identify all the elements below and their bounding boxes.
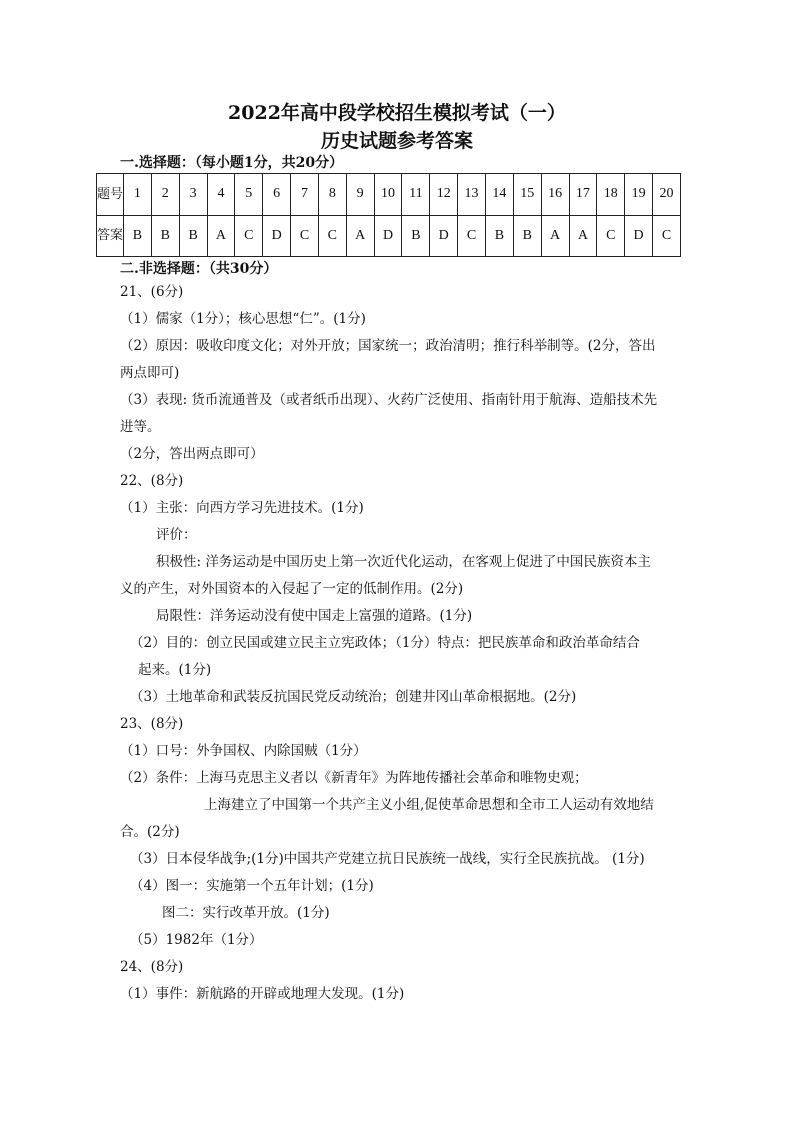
question-number: 4	[207, 174, 235, 216]
q23-answer-5: （5）1982年（1分）	[130, 932, 263, 948]
q22-answer-2: （2）目的：创立民国或建立民主立宪政体；（1分）特点：把民族革命和政治革命结合	[130, 635, 640, 651]
q22-heading: 22、(8分)	[120, 473, 184, 489]
answer-cell: A	[541, 215, 569, 257]
q21-answer-3-score: （2分，答出两点即可）	[120, 446, 264, 462]
answer-cell: A	[346, 215, 374, 257]
answer-cell: C	[458, 215, 486, 257]
answer-table	[96, 173, 681, 257]
nonchoice-section-heading: 二.非选择题：（共30分）	[120, 261, 278, 277]
question-number: 12	[430, 174, 458, 216]
question-number: 18	[597, 174, 625, 216]
question-number: 3	[179, 174, 207, 216]
question-number: 20	[653, 174, 681, 216]
answer-cell: B	[124, 215, 152, 257]
question-number: 11	[402, 174, 430, 216]
question-number: 13	[458, 174, 486, 216]
q21-answer-3-cont: 进等。	[120, 419, 161, 435]
question-number: 8	[318, 174, 346, 216]
answer-cell: D	[430, 215, 458, 257]
q22-positive-cont: 义的产生，对外国资本的入侵起了一定的低制作用。(2分)	[120, 581, 464, 597]
q21-answer-3: （3）表现: 货币流通普及（或者纸币出现）、火药广泛使用、指南针用于航海、造船技术先	[120, 392, 658, 408]
answer-cell: B	[151, 215, 179, 257]
answer-cell: C	[653, 215, 681, 257]
answer-cell: C	[597, 215, 625, 257]
answer-cell: C	[291, 215, 319, 257]
answer-cell: B	[485, 215, 513, 257]
answer-cell: B	[513, 215, 541, 257]
question-number: 10	[374, 174, 402, 216]
q21-answer-2: （2）原因：吸收印度文化；对外开放；国家统一；政治清明；推行科举制等。(2分，答出	[120, 338, 656, 354]
answer-cell: D	[625, 215, 653, 257]
q22-answer-3: （3）土地革命和武装反抗国民党反动统治；创建井冈山革命根据地。(2分)	[130, 689, 577, 705]
page-title: 2022年高中段学校招生模拟考试（一）	[228, 102, 566, 124]
q23-answer-1: （1）口号：外争国权、内除国贼（1分）	[120, 743, 367, 759]
q23-heading: 23、(8分)	[120, 716, 184, 732]
q23-answer-2-end: 合。(2分)	[120, 824, 180, 840]
q22-answer-1: （1）主张：向西方学习先进技术。(1分)	[120, 500, 364, 516]
q24-heading: 24、(8分)	[120, 959, 184, 975]
answer-cell: C	[235, 215, 263, 257]
answer-cell: B	[402, 215, 430, 257]
q23-answer-4-cont: 图二：实行改革开放。(1分)	[162, 905, 330, 921]
q21-answer-1: （1）儒家（1分）；核心思想“仁”。(1分)	[120, 311, 366, 327]
question-number: 6	[263, 174, 291, 216]
q22-positive: 积极性: 洋务运动是中国历史上第一次近代化运动，在客观上促进了中国民族资本主	[156, 554, 651, 570]
answer-cell: A	[569, 215, 597, 257]
answer-cell: B	[179, 215, 207, 257]
q23-answer-2: （2）条件：上海马克思主义者以《新青年》为阵地传播社会革命和唯物史观；	[120, 770, 588, 786]
choice-section-heading: 一.选择题：（每小题1分，共20分）	[120, 155, 344, 171]
question-number: 19	[625, 174, 653, 216]
question-number: 14	[485, 174, 513, 216]
q23-answer-4: （4）图一：实施第一个五年计划；(1分)	[130, 878, 374, 894]
q21-heading: 21、(6分)	[120, 284, 184, 300]
question-number: 9	[346, 174, 374, 216]
q21-answer-2-cont: 两点即可)	[120, 365, 180, 381]
answer-header: 答案	[97, 215, 124, 257]
q23-answer-2-cont: 上海建立了中国第一个共产主义小组,促使革命思想和全市工人运动有效地结	[204, 797, 654, 813]
question-number: 15	[513, 174, 541, 216]
q22-evaluation-label: 评价：	[156, 527, 197, 543]
answer-row	[97, 215, 681, 257]
page-subtitle: 历史试题参考答案	[320, 130, 473, 152]
question-number: 1	[124, 174, 152, 216]
question-number: 7	[291, 174, 319, 216]
answer-cell: C	[318, 215, 346, 257]
answer-cell: A	[207, 215, 235, 257]
q24-answer-1: （1）事件：新航路的开辟或地理大发现。(1分)	[120, 986, 405, 1002]
answer-cell: D	[263, 215, 291, 257]
q22-answer-2-cont: 起来。(1分)	[138, 662, 212, 678]
q22-limitation: 局限性：洋务运动没有使中国走上富强的道路。(1分)	[156, 608, 473, 624]
q23-answer-3: （3）日本侵华战争;(1分)中国共产党建立抗日民族统一战线，实行全民族抗战。 (1分)	[130, 851, 645, 867]
question-number: 2	[151, 174, 179, 216]
question-number-header: 题号	[97, 174, 124, 216]
question-number: 5	[235, 174, 263, 216]
answer-cell: D	[374, 215, 402, 257]
question-number: 17	[569, 174, 597, 216]
question-number-row	[97, 174, 681, 216]
question-number: 16	[541, 174, 569, 216]
